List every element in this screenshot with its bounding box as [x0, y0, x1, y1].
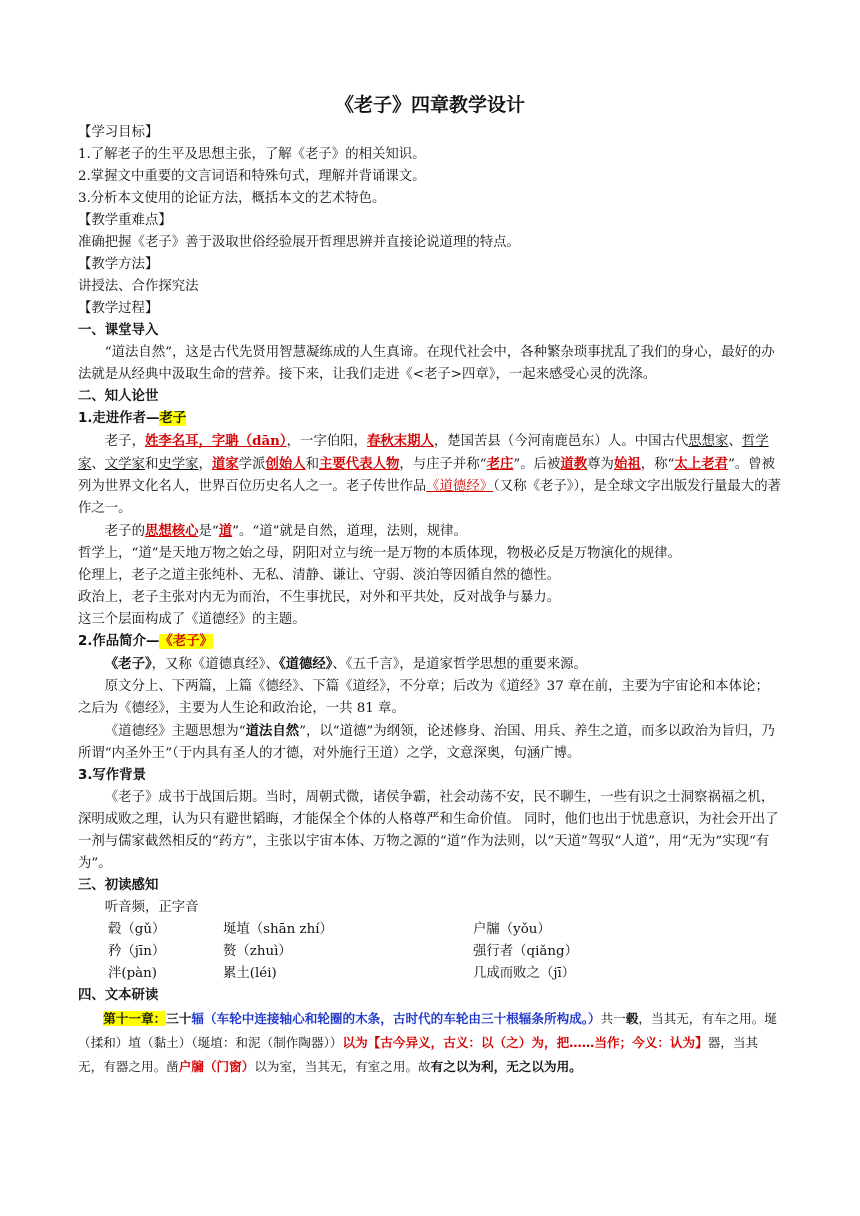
chapter-label: 第十一章： — [103, 1011, 167, 1026]
key-points-text: 准确把握《老子》善于汲取世俗经验展开哲理思辨并直接论说道理的特点。 — [78, 235, 520, 250]
core-thought-line: 政治上，老子主张对内无为而治，不生事扰民，对外和平共处，反对战争与暴力。 — [78, 590, 561, 605]
core-thought-line: 哲学上，“道”是天地万物之始之母，阴阳对立与统一是万物的本质体现，物极必反是万物演化的规律。 — [78, 546, 681, 561]
pron-item: 矜（jīn） — [108, 944, 166, 959]
work-heading: 2.作品简介—《老子》 — [78, 634, 213, 649]
core-thought-line: 伦理上，老子之道主张纯朴、无私、清静、谦让、守弱、淡泊等因循自然的德性。 — [78, 568, 561, 583]
writing-background-heading: 3.写作背景 — [78, 768, 146, 783]
work-paragraph-3: 《道德经》主题思想为“道法自然”，以“道德”为纲领，论述修身、治国、用兵、养生之道，而多以政治为旨归，乃所谓“内圣外王”（于内具有圣人的才德，对外施行王道）之学，文意深奥，句涵广博。 — [78, 723, 775, 761]
section-intro-heading: 一、课堂导入 — [78, 323, 159, 338]
author-heading: 1.走进作者—老子 — [78, 411, 187, 426]
author-name-highlight: 老子 — [159, 411, 187, 426]
section-intro-text: “道法自然”，这是古代先贤用智慧凝练成的人生真谛。在现代社会中，各种繁杂琐事扰乱了我们的身心，最好的办法就是从经典中汲取生命的营养。接下来，让我们走进《<老子>四章》，一起来感受心灵的洗涤。 — [78, 345, 775, 382]
goal-item: 1.了解老子的生平及思想主张，了解《老子》的相关知识。 — [78, 147, 426, 162]
work-paragraph-2: 原文分上、下两篇，上篇《德经》、下篇《道经》，不分章；后改为《道经》37 章在前，主要为宇宙论和本体论；之后为《德经》，主要为人生论和政治论，一共 81 章。 — [78, 679, 769, 716]
text-study-heading: 四、文本研读 — [78, 988, 159, 1003]
pron-item: 埏埴（shān zhí） — [223, 922, 333, 937]
method-heading: 【教学方法】 — [78, 257, 159, 272]
work-paragraph-1: 《老子》，又称《道德真经》、《道德经》、《五千言》，是道家哲学思想的重要来源。 — [104, 656, 587, 672]
chapter-11-text: 第十一章：三十辐（车轮中连接轴心和轮圈的木条，古时代的车轮由三十根辐条所构成。）共一毂，当其无，有车之用。埏（揉和）埴（黏土）（埏埴：和泥（制作陶器））以为【古今异义，古义：以（之）为，把……当作；今义：认为】器，当其无，有器之用。凿户牖（门窗）以为室，当其无，有室之用。故有之以为利，无之以为用。 — [78, 1011, 777, 1074]
pron-item: 户牖（yǒu） — [473, 922, 551, 937]
document-title: 《老子》四章教学设计 — [334, 94, 525, 116]
method-text: 讲授法、合作探究法 — [78, 279, 199, 294]
writing-background-text: 《老子》成书于战国后期。当时，周朝式微，诸侯争霸，社会动荡不安，民不聊生，一些有识之士洞察祸福之机，深明成败之理，认为只有避世韬晦，才能保全个体的人格尊严和生命价值。 同时，他们也出于忧患意识，为社会开出了一剂与儒家截然相反的“药方”，主张以宇宙本体、万物之源的“道”作为法则，以“天道”驾驭“人道”，用“无为”实现“有为”。 — [78, 790, 779, 871]
pron-item: 几成而败之（jī） — [473, 966, 576, 981]
core-thought-text: 老子的思想核心是“道”。“道”就是自然，道理，法则，规律。 — [104, 523, 467, 539]
author-paragraph: 老子，姓李名耳，字聃（dān），一字伯阳，春秋末期人，楚国苦县（今河南鹿邑东）人。中国古代思想家、哲学家、文学家和史学家，道家学派创始人和主要代表人物，与庄子并称“老庄”。后被道教尊为始祖，称“太上老君”。曾被列为世界文化名人，世界百位历史名人之一。老子传世作品《道德经》（又称《老子》），是全球文字出版发行量最大的著作之一。 — [78, 433, 781, 516]
document-page — [78, 92, 782, 1079]
first-reading-intro: 听音频，正字音 — [104, 900, 199, 915]
key-points-heading: 【教学重难点】 — [78, 213, 172, 228]
pron-item: 强行者（qiǎng） — [473, 944, 578, 959]
process-heading: 【教学过程】 — [78, 301, 159, 316]
pron-item: 赘（zhuì） — [223, 944, 292, 959]
goal-item: 3.分析本文使用的论证方法，概括本文的艺术特色。 — [78, 191, 386, 206]
pron-item: 泮(pàn) — [108, 966, 158, 981]
goal-item: 2.掌握文中重要的文言词语和特殊句式，理解并背诵课文。 — [78, 169, 426, 184]
section-background-heading: 二、知人论世 — [78, 389, 159, 404]
pronunciation-grid — [78, 919, 782, 985]
first-reading-heading: 三、初读感知 — [78, 878, 159, 893]
pron-item: 毂（gǔ） — [108, 922, 166, 937]
pron-item: 累土(léi) — [223, 966, 277, 981]
work-name-highlight: 《老子》 — [159, 634, 213, 649]
goals-heading: 【学习目标】 — [78, 125, 159, 140]
core-thought-line: 这三个层面构成了《道德经》的主题。 — [78, 612, 306, 627]
